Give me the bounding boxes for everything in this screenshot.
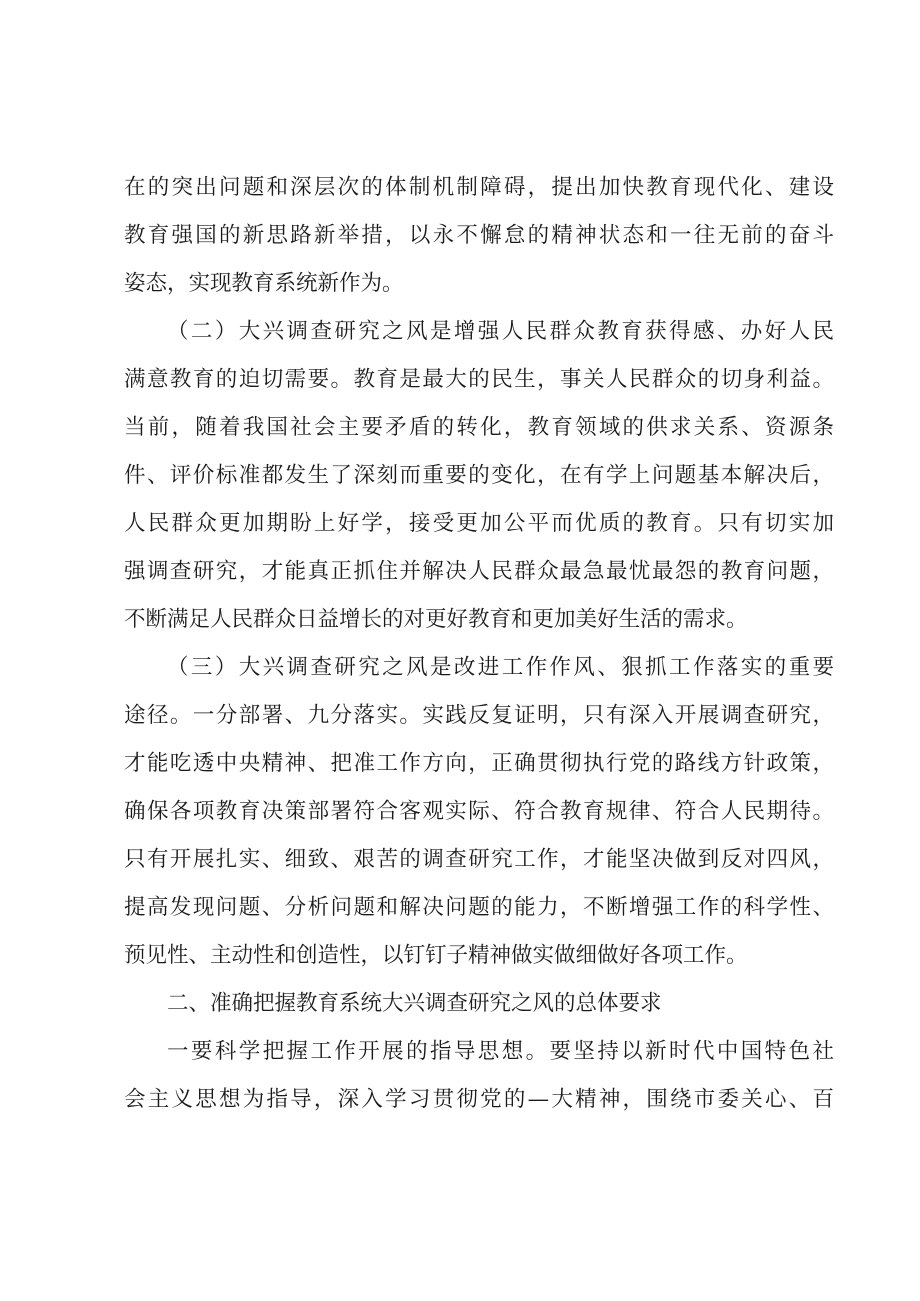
text-line: 会主义思想为指导，深入学习贯彻党的—大精神，围绕市委关心、百	[124, 1087, 834, 1112]
text-line: 当前，随着我国社会主要矛盾的转化，教育领域的供求关系、资源条	[124, 415, 834, 440]
text-line: 姿态，实现教育系统新作为。	[124, 271, 404, 296]
text-line: 不断满足人民群众日益增长的对更好教育和更加美好生活的需求。	[124, 607, 748, 632]
text-line: 才能吃透中央精神、把准工作方向，正确贯彻执行党的路线方针政策，	[124, 751, 834, 776]
section-heading: 二、准确把握教育系统大兴调查研究之风的总体要求	[167, 991, 662, 1016]
text-line: 确保各项教育决策部署符合客观实际、符合教育规律、符合人民期待。	[124, 799, 834, 824]
text-line: 提高发现问题、分析问题和解决问题的能力，不断增强工作的科学性、	[124, 895, 834, 920]
text-line: 预见性、主动性和创造性，以钉钉子精神做实做细做好各项工作。	[124, 943, 748, 968]
text-line: 人民群众更加期盼上好学，接受更加公平而优质的教育。只有切实加	[124, 511, 834, 536]
text-line: 在的突出问题和深层次的体制机制障碍，提出加快教育现代化、建设	[124, 175, 834, 200]
text-line: 满意教育的迫切需要。教育是最大的民生，事关人民群众的切身利益。	[124, 367, 834, 392]
text-line: 件、评价标准都发生了深刻而重要的变化，在有学上问题基本解决后，	[124, 463, 834, 488]
text-line: 教育强国的新思路新举措，以永不懈怠的精神状态和一往无前的奋斗	[124, 223, 834, 248]
paragraph-first-line: 一要科学把握工作开展的指导思想。要坚持以新时代中国特色社	[167, 1039, 834, 1064]
text-line: 强调查研究，才能真正抓住并解决人民群众最急最忧最怨的教育问题，	[124, 559, 834, 584]
paragraph-first-line: （二）大兴调查研究之风是增强人民群众教育获得感、办好人民	[167, 319, 834, 344]
text-line: 途径。一分部署、九分落实。实践反复证明，只有深入开展调查研究，	[124, 703, 834, 728]
paragraph-first-line: （三）大兴调查研究之风是改进工作作风、狠抓工作落实的重要	[167, 655, 834, 680]
text-line: 只有开展扎实、细致、艰苦的调查研究工作，才能坚决做到反对四风，	[124, 847, 834, 872]
